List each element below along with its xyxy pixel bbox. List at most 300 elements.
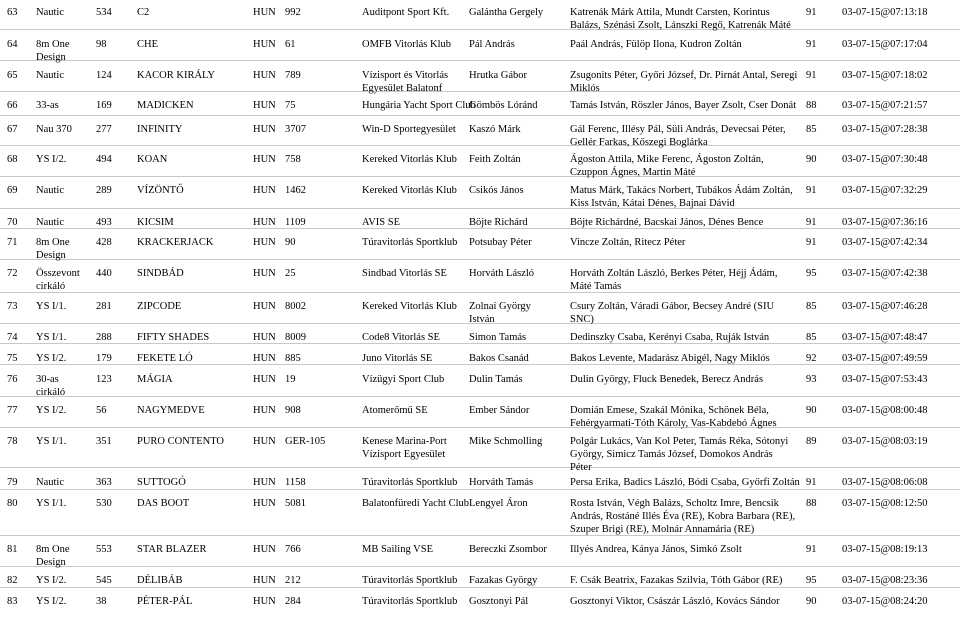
rating-cell: 93 xyxy=(806,374,817,385)
skipper-cell xyxy=(469,352,569,365)
skipper-cell xyxy=(469,476,569,489)
boat-number-cell: 1109 xyxy=(285,217,306,228)
boat-name-cell: PÉTER-PÁL xyxy=(137,596,193,607)
skipper-cell xyxy=(469,595,569,608)
club-cell xyxy=(362,300,464,313)
sail-number-cell: 288 xyxy=(96,332,112,343)
crew-cell xyxy=(570,153,800,179)
club-cell-line: AVIS SE xyxy=(362,217,401,228)
sail-number-cell: 494 xyxy=(96,154,112,165)
row-divider xyxy=(0,535,960,536)
position-cell: 77 xyxy=(7,405,18,416)
boat-name-cell: KACOR KIRÁLY xyxy=(137,70,215,81)
skipper-cell xyxy=(469,69,569,82)
skipper-cell xyxy=(469,99,569,112)
boat-number-cell: 1158 xyxy=(285,477,306,488)
rating-cell: 95 xyxy=(806,575,817,586)
rating-cell: 85 xyxy=(806,332,817,343)
crew-cell xyxy=(570,236,800,249)
rating-cell: 88 xyxy=(806,100,817,111)
skipper-cell-line: Ember Sándor xyxy=(469,405,530,416)
boat-name-cell: PURO CONTENTO xyxy=(137,436,225,447)
boat-name-cell: C2 xyxy=(137,7,150,18)
nation-cell: HUN xyxy=(253,154,276,165)
crew-cell-line: Miklós xyxy=(570,83,600,94)
skipper-cell xyxy=(469,435,569,448)
class-cell xyxy=(36,216,90,229)
nation-cell: HUN xyxy=(253,301,276,312)
crew-cell-line: Szuper Brigi (RE), Molnár Annamária (RE) xyxy=(570,524,755,535)
skipper-cell xyxy=(469,574,569,587)
position-cell: 75 xyxy=(7,353,18,364)
club-cell-line: Kereked Vitorlás Klub xyxy=(362,185,457,196)
crew-cell-line: Gellér Farkas, Kőszegi Boglárka xyxy=(570,137,708,148)
skipper-cell-line: Lengyel Áron xyxy=(469,498,528,509)
skipper-cell-line: Zolnai György xyxy=(469,301,531,312)
boat-name-cell: DÉLIBÁB xyxy=(137,575,183,586)
skipper-cell xyxy=(469,497,569,510)
boat-number-cell: 3707 xyxy=(285,124,306,135)
position-cell: 82 xyxy=(7,575,18,586)
crew-cell-line: Dulin György, Fluck Benedek, Berecz András xyxy=(570,374,764,385)
crew-cell-line: Rosta István, Végh Balázs, Scholtz Imre, Bencsik xyxy=(570,498,779,509)
nation-cell: HUN xyxy=(253,217,276,228)
position-cell: 81 xyxy=(7,544,18,555)
finish-time-cell: 03-07-15@07:30:48 xyxy=(842,154,928,165)
crew-cell-line: Gál Ferenc, Illésy Pál, Süli András, Devecsai Péter, xyxy=(570,124,786,135)
rating-cell: 90 xyxy=(806,154,817,165)
boat-name-cell: FEKETE LÓ xyxy=(137,353,193,364)
class-cell xyxy=(36,543,90,569)
club-cell-line: Juno Vitorlás SE xyxy=(362,353,433,364)
crew-cell-line: Illyés Andrea, Kánya János, Simkó Zsolt xyxy=(570,544,742,555)
rating-cell: 85 xyxy=(806,301,817,312)
position-cell: 73 xyxy=(7,301,18,312)
skipper-cell-line: Fazakas György xyxy=(469,575,538,586)
crew-cell-line: F. Csák Beatrix, Fazakas Szilvia, Tóth Gábor (RE) xyxy=(570,575,783,586)
skipper-cell-line: Gosztonyi Pál xyxy=(469,596,529,607)
crew-cell xyxy=(570,99,800,112)
rating-cell: 91 xyxy=(806,39,817,50)
club-cell xyxy=(362,404,464,417)
class-cell xyxy=(36,331,90,344)
class-cell-line: 8m One xyxy=(36,237,70,248)
finish-time-cell: 03-07-15@07:36:16 xyxy=(842,217,928,228)
sail-number-cell: 38 xyxy=(96,596,107,607)
crew-cell xyxy=(570,216,800,229)
class-cell xyxy=(36,38,90,64)
crew-cell xyxy=(570,574,800,587)
crew-cell-line: Horváth Zoltán László, Berkes Péter, Héjj Ádám, xyxy=(570,268,778,279)
class-cell-line: 30-as xyxy=(36,374,59,385)
club-cell-line: MB Sailing VSE xyxy=(362,544,433,555)
skipper-cell-line: Galántha Gergely xyxy=(469,7,544,18)
sail-number-cell: 289 xyxy=(96,185,112,196)
nation-cell: HUN xyxy=(253,332,276,343)
class-cell-line: Nautic xyxy=(36,70,64,81)
class-cell xyxy=(36,267,90,293)
crew-cell-line: Csury Zoltán, Váradi Gábor, Becsey André (SIU xyxy=(570,301,775,312)
rating-cell: 85 xyxy=(806,124,817,135)
club-cell xyxy=(362,476,464,489)
position-cell: 80 xyxy=(7,498,18,509)
club-cell-line: Kereked Vitorlás Klub xyxy=(362,301,457,312)
finish-time-cell: 03-07-15@07:48:47 xyxy=(842,332,928,343)
crew-cell-line: Bakos Levente, Madarász Abigél, Nagy Miklós xyxy=(570,353,770,364)
sail-number-cell: 545 xyxy=(96,575,112,586)
club-cell-line: Atomerőmű SE xyxy=(362,405,428,416)
nation-cell: HUN xyxy=(253,477,276,488)
position-cell: 74 xyxy=(7,332,18,343)
skipper-cell-line: Kaszó Márk xyxy=(469,124,521,135)
boat-number-cell: 212 xyxy=(285,575,301,586)
skipper-cell-line: István xyxy=(469,314,495,325)
class-cell-line: YS I/2. xyxy=(36,405,67,416)
crew-cell xyxy=(570,373,800,386)
class-cell-line: Összevont xyxy=(36,268,80,279)
nation-cell: HUN xyxy=(253,7,276,18)
class-cell xyxy=(36,476,90,489)
skipper-cell xyxy=(469,373,569,386)
rating-cell: 91 xyxy=(806,70,817,81)
row-divider xyxy=(0,91,960,92)
club-cell-line: Túravitorlás Sportklub xyxy=(362,575,458,586)
finish-time-cell: 03-07-15@07:32:29 xyxy=(842,185,928,196)
crew-cell-line: SNC) xyxy=(570,314,594,325)
class-cell-line: 8m One xyxy=(36,544,70,555)
row-divider xyxy=(0,259,960,260)
crew-cell xyxy=(570,435,800,474)
crew-cell-line: Persa Erika, Badics László, Bódi Csaba, Győrfi Zoltán xyxy=(570,477,800,488)
club-cell xyxy=(362,373,464,386)
crew-cell xyxy=(570,123,800,149)
finish-time-cell: 03-07-15@08:06:08 xyxy=(842,477,928,488)
sail-number-cell: 363 xyxy=(96,477,112,488)
skipper-cell-line: Gömbös Lóránd xyxy=(469,100,538,111)
class-cell-line: 33-as xyxy=(36,100,59,111)
club-cell-line: Kenese Marina-Port xyxy=(362,436,447,447)
row-divider xyxy=(0,467,960,468)
position-cell: 83 xyxy=(7,596,18,607)
class-cell-line: YS I/1. xyxy=(36,498,67,509)
boat-number-cell: 90 xyxy=(285,237,296,248)
boat-name-cell: INFINITY xyxy=(137,124,183,135)
nation-cell: HUN xyxy=(253,575,276,586)
club-cell-line: Auditpont Sport Kft. xyxy=(362,7,450,18)
class-cell xyxy=(36,497,90,510)
finish-time-cell: 03-07-15@07:17:04 xyxy=(842,39,928,50)
club-cell xyxy=(362,99,476,112)
boat-number-cell: 8009 xyxy=(285,332,306,343)
boat-name-cell: MADICKEN xyxy=(137,100,194,111)
club-cell xyxy=(362,184,464,197)
crew-cell-line: Fehérgyarmati-Tóth Károly, Vas-Kabdebó Ágnes xyxy=(570,418,777,429)
position-cell: 66 xyxy=(7,100,18,111)
crew-cell-line: Polgár Lukács, Van Kol Peter, Tamás Réka, Sótonyi xyxy=(570,436,789,447)
boat-name-cell: SINDBÁD xyxy=(137,268,184,279)
class-cell xyxy=(36,352,90,365)
boat-name-cell: NAGYMEDVE xyxy=(137,405,205,416)
boat-name-cell: SUTTOGÓ xyxy=(137,477,186,488)
sail-number-cell: 56 xyxy=(96,405,107,416)
crew-cell-line: György, Simicz Tamás József, Domokos András xyxy=(570,449,773,460)
class-cell-line: YS I/1. xyxy=(36,301,67,312)
row-divider xyxy=(0,587,960,588)
club-cell xyxy=(362,595,464,608)
club-cell xyxy=(362,216,464,229)
sail-number-cell: 124 xyxy=(96,70,112,81)
club-cell xyxy=(362,543,464,556)
boat-number-cell: 1462 xyxy=(285,185,306,196)
finish-time-cell: 03-07-15@08:23:36 xyxy=(842,575,928,586)
club-cell xyxy=(362,331,464,344)
crew-cell-line: Matus Márk, Takács Norbert, Tubákos Ádám Zoltán, xyxy=(570,185,793,196)
position-cell: 71 xyxy=(7,237,18,248)
rating-cell: 91 xyxy=(806,7,817,18)
boat-name-cell: MÁGIA xyxy=(137,374,173,385)
sail-number-cell: 428 xyxy=(96,237,112,248)
boat-name-cell: DAS BOOT xyxy=(137,498,190,509)
row-divider xyxy=(0,292,960,293)
row-divider xyxy=(0,115,960,116)
rating-cell: 92 xyxy=(806,353,817,364)
class-cell-line: Nautic xyxy=(36,185,64,196)
club-cell-line: Vízisport és Vitorlás xyxy=(362,70,449,81)
skipper-cell xyxy=(469,38,569,51)
boat-number-cell: 766 xyxy=(285,544,301,555)
finish-time-cell: 03-07-15@07:13:18 xyxy=(842,7,928,18)
class-cell-line: Design xyxy=(36,557,66,568)
sail-number-cell: 534 xyxy=(96,7,112,18)
row-divider xyxy=(0,208,960,209)
club-cell-line: Kereked Vitorlás Klub xyxy=(362,154,457,165)
club-cell xyxy=(362,123,464,136)
class-cell-line: Nautic xyxy=(36,477,64,488)
skipper-cell xyxy=(469,543,569,556)
class-cell-line: YS I/1. xyxy=(36,332,67,343)
finish-time-cell: 03-07-15@08:24:20 xyxy=(842,596,928,607)
skipper-cell xyxy=(469,404,569,417)
crew-cell xyxy=(570,69,800,95)
club-cell-line: OMFB Vitorlás Klub xyxy=(362,39,452,50)
nation-cell: HUN xyxy=(253,39,276,50)
finish-time-cell: 03-07-15@07:42:34 xyxy=(842,237,928,248)
class-cell-line: Nautic xyxy=(36,217,64,228)
nation-cell: HUN xyxy=(253,544,276,555)
skipper-cell xyxy=(469,216,569,229)
club-cell xyxy=(362,153,464,166)
rating-cell: 91 xyxy=(806,477,817,488)
boat-name-cell: KICSIM xyxy=(137,217,174,228)
rating-cell: 89 xyxy=(806,436,817,447)
crew-cell-line: Paál András, Fülöp Ilona, Kudron Zoltán xyxy=(570,39,742,50)
crew-cell xyxy=(570,404,800,430)
nation-cell: HUN xyxy=(253,185,276,196)
class-cell-line: Nautic xyxy=(36,7,64,18)
crew-cell xyxy=(570,6,800,32)
skipper-cell-line: Bakos Csanád xyxy=(469,353,529,364)
class-cell-line: YS I/2. xyxy=(36,154,67,165)
row-divider xyxy=(0,427,960,428)
position-cell: 64 xyxy=(7,39,18,50)
club-cell-line: Win-D Sportegyesület xyxy=(362,124,456,135)
row-divider xyxy=(0,396,960,397)
finish-time-cell: 03-07-15@08:00:48 xyxy=(842,405,928,416)
club-cell xyxy=(362,352,464,365)
skipper-cell-line: Horváth Tamás xyxy=(469,477,534,488)
class-cell xyxy=(36,184,90,197)
class-cell xyxy=(36,373,90,399)
sail-number-cell: 553 xyxy=(96,544,112,555)
skipper-cell xyxy=(469,267,569,280)
class-cell-line: Design xyxy=(36,250,66,261)
nation-cell: HUN xyxy=(253,374,276,385)
boat-number-cell: 908 xyxy=(285,405,301,416)
club-cell-line: Balatonfüredi Yacht Club xyxy=(362,498,470,509)
row-divider xyxy=(0,176,960,177)
rating-cell: 90 xyxy=(806,405,817,416)
crew-cell-line: Czuppon Ágnes, Martin Máté xyxy=(570,167,696,178)
position-cell: 67 xyxy=(7,124,18,135)
boat-number-cell: 284 xyxy=(285,596,301,607)
position-cell: 78 xyxy=(7,436,18,447)
row-divider xyxy=(0,145,960,146)
boat-name-cell: CHE xyxy=(137,39,158,50)
crew-cell xyxy=(570,497,800,536)
position-cell: 63 xyxy=(7,7,18,18)
sail-number-cell: 179 xyxy=(96,353,112,364)
row-divider xyxy=(0,566,960,567)
finish-time-cell: 03-07-15@07:53:43 xyxy=(842,374,928,385)
skipper-cell xyxy=(469,6,569,19)
finish-time-cell: 03-07-15@07:49:59 xyxy=(842,353,928,364)
nation-cell: HUN xyxy=(253,100,276,111)
position-cell: 72 xyxy=(7,268,18,279)
skipper-cell xyxy=(469,331,569,344)
position-cell: 69 xyxy=(7,185,18,196)
club-cell-line: Túravitorlás Sportklub xyxy=(362,596,458,607)
class-cell xyxy=(36,153,90,166)
boat-number-cell: 8002 xyxy=(285,301,306,312)
skipper-cell-line: Dulin Tamás xyxy=(469,374,523,385)
class-cell-line: YS I/2. xyxy=(36,596,67,607)
sail-number-cell: 493 xyxy=(96,217,112,228)
sail-number-cell: 277 xyxy=(96,124,112,135)
sail-number-cell: 98 xyxy=(96,39,107,50)
rating-cell: 91 xyxy=(806,544,817,555)
finish-time-cell: 03-07-15@08:03:19 xyxy=(842,436,928,447)
club-cell xyxy=(362,435,464,461)
club-cell-line: Túravitorlás Sportklub xyxy=(362,477,458,488)
crew-cell xyxy=(570,331,800,344)
club-cell xyxy=(362,236,464,249)
club-cell xyxy=(362,574,464,587)
class-cell xyxy=(36,6,90,19)
sail-number-cell: 281 xyxy=(96,301,112,312)
row-divider xyxy=(0,489,960,490)
row-divider xyxy=(0,60,960,61)
skipper-cell-line: Horváth László xyxy=(469,268,535,279)
sail-number-cell: 530 xyxy=(96,498,112,509)
sail-number-cell: 169 xyxy=(96,100,112,111)
club-cell-line: Code8 Vitorlás SE xyxy=(362,332,440,343)
club-cell xyxy=(362,6,464,19)
boat-name-cell: KRACKERJACK xyxy=(137,237,214,248)
finish-time-cell: 03-07-15@07:46:28 xyxy=(842,301,928,312)
class-cell xyxy=(36,300,90,313)
position-cell: 70 xyxy=(7,217,18,228)
crew-cell xyxy=(570,184,800,210)
crew-cell-line: Péter xyxy=(570,462,592,473)
boat-number-cell: 5081 xyxy=(285,498,306,509)
rating-cell: 90 xyxy=(806,596,817,607)
crew-cell-line: Domián Emese, Szakál Mónika, Schönek Béla, xyxy=(570,405,769,416)
crew-cell-line: Böjte Richárdné, Bacskai János, Dénes Bence xyxy=(570,217,764,228)
nation-cell: HUN xyxy=(253,124,276,135)
finish-time-cell: 03-07-15@08:19:13 xyxy=(842,544,928,555)
crew-cell-line: András, Rostáné Illés Éva (RE), Kobra Barbara (RE), xyxy=(570,511,796,522)
skipper-cell-line: Mike Schmolling xyxy=(469,436,543,447)
nation-cell: HUN xyxy=(253,596,276,607)
class-cell xyxy=(36,574,90,587)
skipper-cell-line: Hrutka Gábor xyxy=(469,70,528,81)
finish-time-cell: 03-07-15@08:12:50 xyxy=(842,498,928,509)
class-cell xyxy=(36,404,90,417)
crew-cell xyxy=(570,543,800,556)
nation-cell: HUN xyxy=(253,436,276,447)
class-cell-line: Nau 370 xyxy=(36,124,72,135)
rating-cell: 91 xyxy=(806,185,817,196)
nation-cell: HUN xyxy=(253,237,276,248)
club-cell-line: Túravitorlás Sportklub xyxy=(362,237,458,248)
boat-number-cell: 75 xyxy=(285,100,296,111)
sail-number-cell: 440 xyxy=(96,268,112,279)
skipper-cell-line: Feith Zoltán xyxy=(469,154,521,165)
crew-cell xyxy=(570,38,800,51)
skipper-cell xyxy=(469,184,569,197)
position-cell: 79 xyxy=(7,477,18,488)
position-cell: 65 xyxy=(7,70,18,81)
crew-cell-line: Tamás István, Röszler János, Bayer Zsolt, Cser Donát xyxy=(570,100,797,111)
rating-cell: 95 xyxy=(806,268,817,279)
boat-name-cell: STAR BLAZER xyxy=(137,544,207,555)
skipper-cell-line: Pál András xyxy=(469,39,515,50)
crew-cell-line: Máté Tamás xyxy=(570,281,622,292)
class-cell xyxy=(36,69,90,82)
club-cell-line: Egyesület Balatonf xyxy=(362,83,443,94)
class-cell-line: YS I/2. xyxy=(36,353,67,364)
class-cell xyxy=(36,435,90,448)
crew-cell-line: Kiss István, Kátai Dénes, Bajnai Dávid xyxy=(570,198,735,209)
skipper-cell xyxy=(469,153,569,166)
boat-number-cell: 992 xyxy=(285,7,301,18)
finish-time-cell: 03-07-15@07:21:57 xyxy=(842,100,928,111)
boat-number-cell: 885 xyxy=(285,353,301,364)
boat-name-cell: KOAN xyxy=(137,154,168,165)
rating-cell: 88 xyxy=(806,498,817,509)
class-cell xyxy=(36,123,90,136)
skipper-cell xyxy=(469,236,569,249)
crew-cell xyxy=(570,267,800,293)
finish-time-cell: 03-07-15@07:28:38 xyxy=(842,124,928,135)
position-cell: 76 xyxy=(7,374,18,385)
nation-cell: HUN xyxy=(253,405,276,416)
club-cell xyxy=(362,267,464,280)
skipper-cell-line: Csikós János xyxy=(469,185,524,196)
skipper-cell xyxy=(469,123,569,136)
crew-cell-line: Vincze Zoltán, Ritecz Péter xyxy=(570,237,686,248)
nation-cell: HUN xyxy=(253,70,276,81)
